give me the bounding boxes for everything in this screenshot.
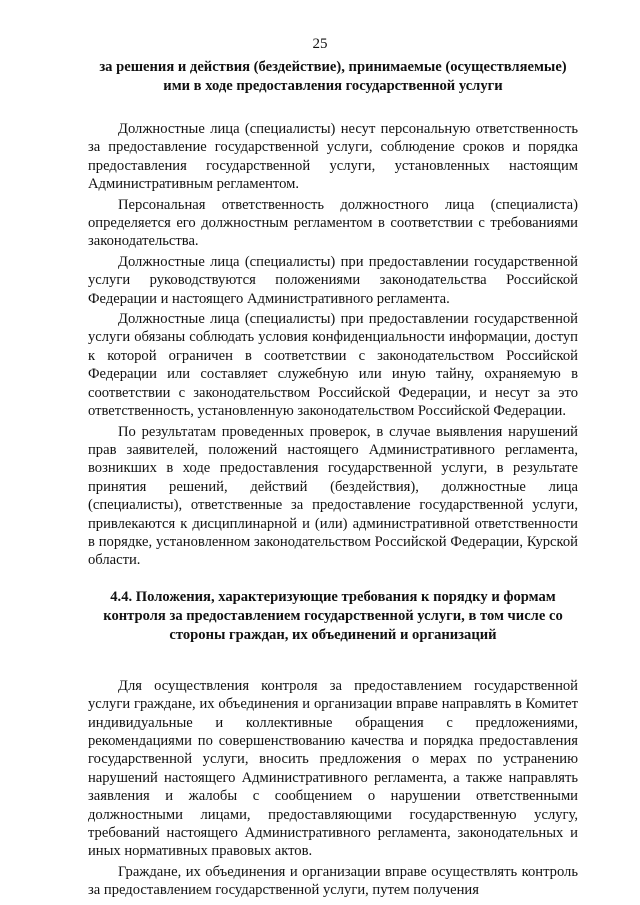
paragraph-legislation-guidance: Должностные лица (специалисты) при предоставлении государственной услуги руководствуются положениями законодательства Российской Федерации и настоящего Административного регламента. (88, 253, 578, 307)
page-number: 25 (312, 36, 328, 52)
paragraph-confidentiality: Должностные лица (специалисты) при предоставлении государственной услуги обязаны соблюдать условия конфиденциальности информации, доступ к которой ограничен в соответствии с законодательством Российской Федерации или составляет служебную или иную тайну, охраняемую в соответствии с законодательством Российской Федерации, и несут за это ответственность, установленную законодательством Российской Федерации. (88, 311, 578, 420)
paragraph-inspection-results: По результатам проведенных проверок, в случае выявления нарушений прав заявителей, положений настоящего Административного регламента, возникших в ходе предоставления государственной услуги, в результате принятия решений, действий (бездействия), должностные лица (специалисты), ответственные за предоставление государственной услуги, привлекаются к дисциплинарной и (или) административной ответственности в порядке, установленном законодательством Российской Федерации, Курской области. (88, 423, 578, 569)
paragraph-citizen-control: Для осуществления контроля за предоставлением государственной услуги граждане, их объединения и организации вправе направлять в Комитет индивидуальные и коллективные обращения с предложениями, рекомендациями по совершенствованию качества и порядка предоставления государственной услуги, вносить предложения о мерах по устранению нарушений настоящего Административного регламента, а также направлять заявления и жалобы с сообщением о нарушении ответственными должностными лицами, предоставляющими государственную услугу, требований настоящего Административного регламента, законодательных и иных нормативных правовых актов. (88, 677, 578, 860)
section-heading-4-4: 4.4. Положения, характеризующие требования к порядку и формам контроля за предоставлением государственной услуги, в том числе со стороны граждан, их объединений и организаций (103, 588, 563, 643)
paragraph-personal-responsibility: Должностные лица (специалисты) несут персональную ответственность за предоставление государственной услуги, соблюдение сроков и порядка предоставления государственной услуги, установленных настоящим Административным регламентом. (88, 121, 578, 193)
paragraph-job-regulation: Персональная ответственность должностного лица (специалиста) определяется его должностным регламентом в соответствии с требованиями законодательства. (88, 196, 578, 250)
paragraph-citizen-rights: Граждане, их объединения и организации вправе осуществлять контроль за предоставлением государственной услуги, путем получения (88, 863, 578, 899)
continued-heading: за решения и действия (бездействие), принимаемые (осуществляемые) ими в ходе предоставления государственной услуги (99, 59, 567, 94)
document-body (88, 58, 578, 902)
